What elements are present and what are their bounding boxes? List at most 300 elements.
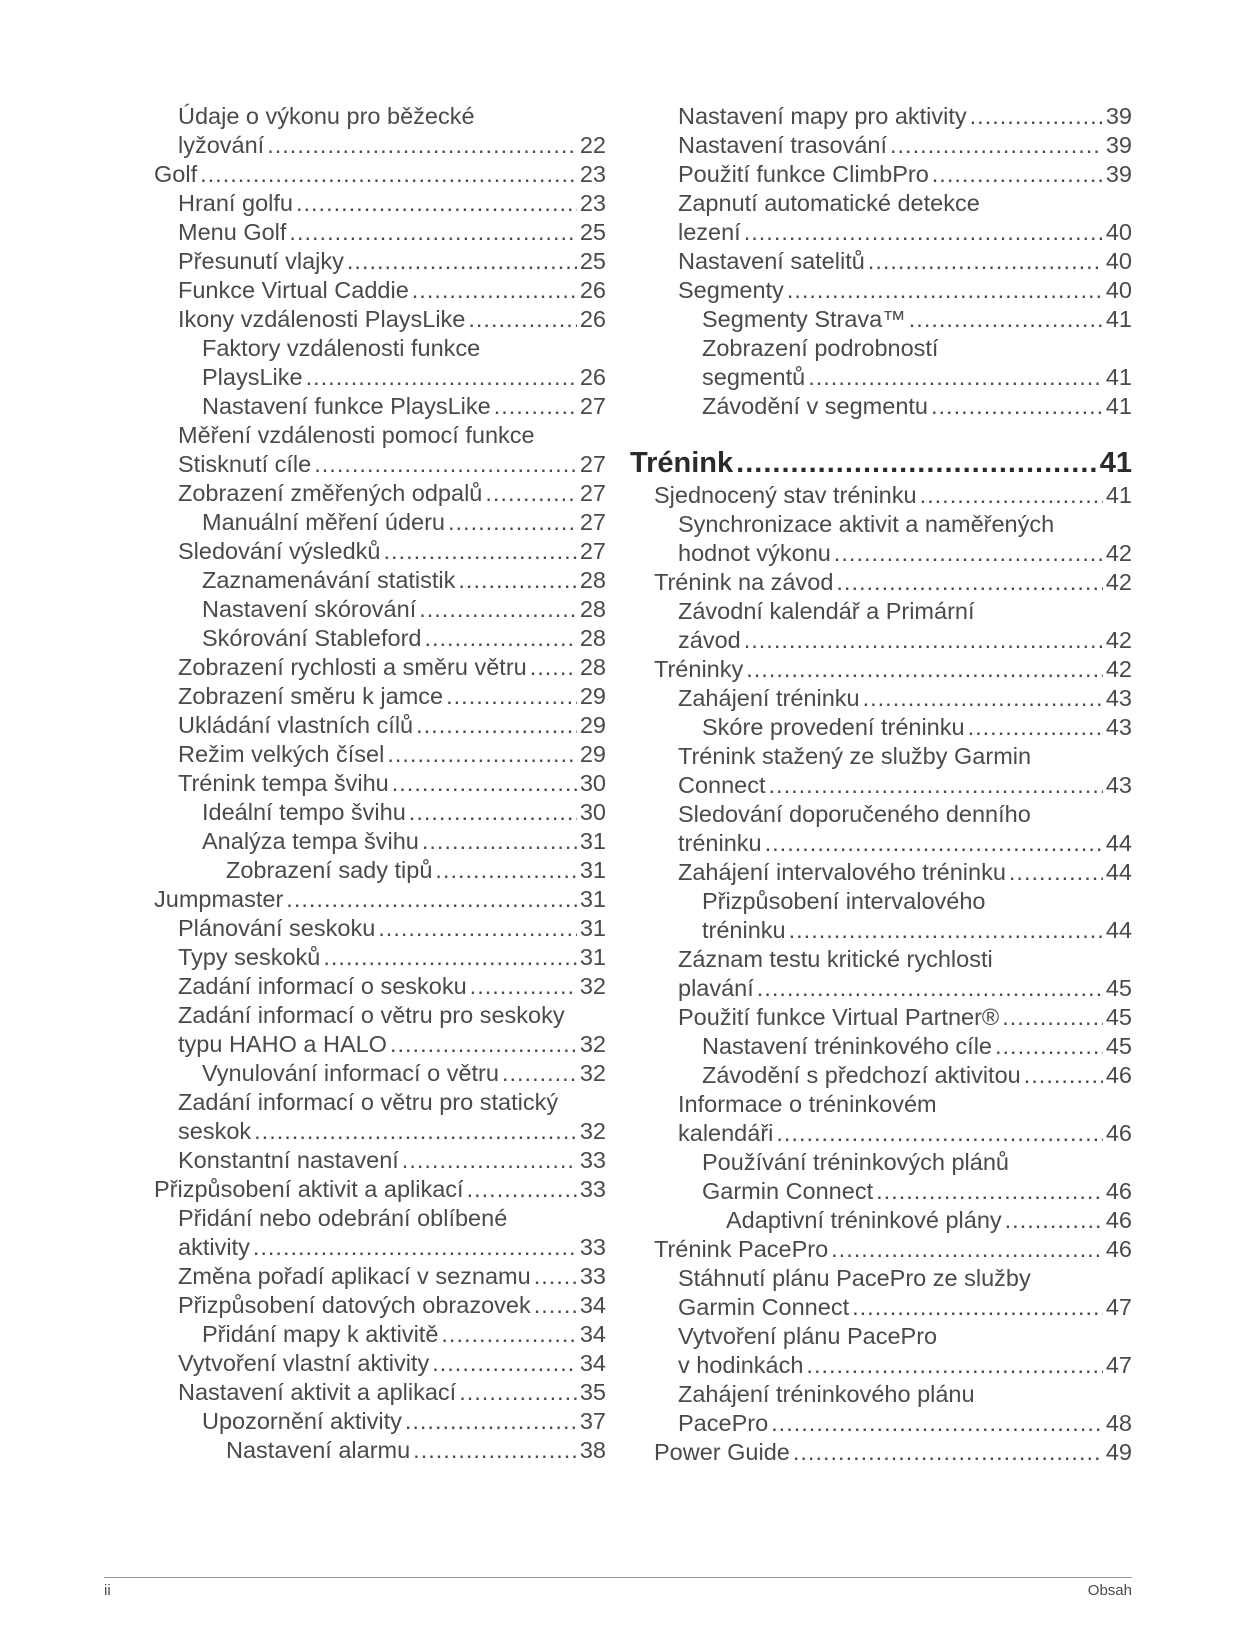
toc-entry[interactable]	[178, 1349, 606, 1378]
toc-entry[interactable]	[702, 887, 1132, 945]
toc-entry-title: plavání	[678, 975, 754, 1001]
toc-entry-title-line: Používání tréninkových plánů	[702, 1149, 1009, 1175]
toc-page-number: 31	[579, 944, 606, 970]
toc-dot-leader	[405, 1407, 577, 1436]
toc-page-number: 26	[579, 306, 606, 332]
toc-dot-leader	[1009, 858, 1103, 887]
toc-page-number: 37	[579, 1408, 606, 1434]
toc-entry[interactable]	[202, 566, 606, 595]
toc-entry[interactable]	[178, 711, 606, 740]
toc-entry[interactable]	[678, 1003, 1132, 1032]
toc-dot-leader	[863, 684, 1103, 713]
toc-page-number: 46	[1105, 1236, 1132, 1262]
toc-dot-leader	[441, 1320, 576, 1349]
toc-page-number: 45	[1105, 1004, 1132, 1030]
toc-entry-title-line: Stáhnutí plánu PacePro ze služby	[678, 1265, 1031, 1291]
toc-entry-title: Trénink PacePro	[654, 1236, 829, 1262]
toc-dot-leader	[1002, 1003, 1103, 1032]
toc-entry[interactable]	[178, 305, 606, 334]
toc-page-number: 45	[1105, 975, 1132, 1001]
toc-page-number: 31	[579, 828, 606, 854]
toc-page-number: 46	[1105, 1120, 1132, 1146]
toc-entry[interactable]	[654, 568, 1132, 597]
toc-dot-leader	[323, 943, 576, 972]
toc-entry-title: Manuální měření úderu	[202, 509, 445, 535]
toc-entry-title: Zobrazení změřených odpalů	[178, 480, 483, 506]
toc-entry[interactable]	[178, 769, 606, 798]
toc-entry[interactable]	[678, 102, 1132, 131]
toc-page-number: 40	[1105, 219, 1132, 245]
toc-page-number: 41	[1105, 306, 1132, 332]
toc-entry-title: Skórování Stableford	[202, 625, 422, 651]
toc-entry-title: Trénink tempa švihu	[178, 770, 389, 796]
toc-page-number: 33	[579, 1147, 606, 1173]
toc-page-number: 22	[579, 132, 606, 158]
toc-entry-title: Segmenty	[678, 277, 784, 303]
toc-page-number: 27	[579, 538, 606, 564]
toc-page-number: 31	[579, 886, 606, 912]
toc-page-number: 28	[579, 596, 606, 622]
toc-entry[interactable]	[202, 392, 606, 421]
toc-entry[interactable]	[178, 1378, 606, 1407]
toc-dot-leader	[459, 1378, 577, 1407]
toc-page-number: 23	[579, 161, 606, 187]
toc-page-number: 40	[1105, 248, 1132, 274]
toc-entry-title: aktivity	[178, 1234, 250, 1260]
toc-entry-title: hodnot výkonu	[678, 540, 831, 566]
toc-entry-title: Skóre provedení tréninku	[702, 714, 965, 740]
toc-entry-title-line: Faktory vzdálenosti funkce	[202, 335, 481, 361]
toc-entry-title: Plánování seskoku	[178, 915, 376, 941]
toc-page-number: 23	[579, 190, 606, 216]
toc-entry-title: lezení	[678, 219, 741, 245]
toc-entry[interactable]	[678, 945, 1132, 1003]
toc-page-number: 45	[1105, 1033, 1132, 1059]
toc-entry[interactable]	[178, 653, 606, 682]
toc-entry-title: Hraní golfu	[178, 190, 293, 216]
toc-dot-leader	[757, 974, 1103, 1003]
toc-dot-leader	[448, 508, 577, 537]
toc-entry[interactable]	[178, 247, 606, 276]
toc-page-number: 25	[579, 248, 606, 274]
toc-entry-title: Konstantní nastavení	[178, 1147, 399, 1173]
toc-page-number: 33	[579, 1176, 606, 1202]
toc-dot-leader	[296, 189, 577, 218]
toc-page-number: 27	[579, 480, 606, 506]
toc-page-number: 46	[1105, 1062, 1132, 1088]
toc-dot-leader	[485, 479, 576, 508]
footer-divider	[104, 1577, 1132, 1578]
toc-dot-leader	[787, 276, 1103, 305]
toc-page-number: 41	[1105, 482, 1132, 508]
toc-dot-leader	[806, 1351, 1102, 1380]
toc-entry[interactable]	[178, 102, 606, 160]
toc-entry-title: Zobrazení sady tipů	[226, 857, 433, 883]
toc-dot-leader	[392, 769, 577, 798]
toc-dot-leader	[413, 1436, 577, 1465]
toc-dot-leader	[769, 771, 1103, 800]
toc-dot-leader	[390, 1030, 577, 1059]
footer-section-title: Obsah	[1087, 1582, 1132, 1599]
toc-entry[interactable]	[178, 479, 606, 508]
toc-entry-title: Golf	[154, 161, 198, 187]
toc-entry-title: Použití funkce Virtual Partner®	[678, 1004, 1000, 1030]
toc-entry[interactable]	[178, 1262, 606, 1291]
toc-entry[interactable]	[654, 655, 1132, 684]
toc-right-column	[630, 102, 1132, 1467]
toc-page-number: 30	[579, 770, 606, 796]
toc-entry-title-line: Záznam testu kritické rychlosti	[678, 946, 993, 972]
toc-dot-leader	[920, 481, 1103, 510]
toc-dot-leader	[868, 247, 1103, 276]
toc-dot-leader	[876, 1177, 1103, 1206]
toc-dot-leader	[286, 885, 577, 914]
toc-entry-title: Ukládání vlastních cílů	[178, 712, 414, 738]
toc-entry-title: Závodění v segmentu	[702, 393, 928, 419]
toc-entry-title: Vytvoření vlastní aktivity	[178, 1350, 430, 1376]
toc-entry-title: kalendáři	[678, 1120, 774, 1146]
toc-entry[interactable]	[678, 1380, 1132, 1438]
toc-entry-title-line: Synchronizace aktivit a naměřených	[678, 511, 1055, 537]
toc-entry-title: Zaznamenávání statistik	[202, 567, 456, 593]
toc-dot-leader	[402, 1146, 577, 1175]
toc-page-number: 34	[579, 1350, 606, 1376]
toc-entry-title: Typy seskoků	[178, 944, 321, 970]
toc-page-number: 29	[579, 741, 606, 767]
toc-page-number: 46	[1105, 1178, 1132, 1204]
toc-dot-leader	[419, 595, 577, 624]
toc-page-number: 28	[579, 567, 606, 593]
toc-entry-title: PlaysLike	[202, 364, 303, 390]
toc-entry[interactable]	[178, 1204, 606, 1262]
toc-entry[interactable]	[154, 885, 606, 914]
toc-entry[interactable]	[178, 1146, 606, 1175]
toc-entry-title: Jumpmaster	[154, 886, 284, 912]
toc-page-number: 32	[579, 1118, 606, 1144]
toc-dot-leader	[808, 363, 1103, 392]
toc-entry[interactable]	[202, 508, 606, 537]
toc-page-number: 38	[579, 1437, 606, 1463]
toc-page-number: 34	[579, 1292, 606, 1318]
toc-entry[interactable]	[202, 624, 606, 653]
toc-page-number: 42	[1105, 540, 1132, 566]
toc-entry[interactable]	[678, 800, 1132, 858]
toc-dot-leader	[254, 1117, 577, 1146]
toc-entry[interactable]	[654, 1235, 1132, 1264]
toc-entry[interactable]	[202, 798, 606, 827]
toc-dot-leader	[387, 740, 577, 769]
toc-page-number: 26	[579, 364, 606, 390]
toc-entry[interactable]	[678, 742, 1132, 800]
toc-entry[interactable]	[678, 247, 1132, 276]
toc-entry-title: Nastavení alarmu	[226, 1437, 411, 1463]
toc-dot-leader	[409, 798, 577, 827]
toc-entry-title: Nastavení mapy pro aktivity	[678, 103, 967, 129]
toc-dot-leader	[502, 1059, 577, 1088]
toc-dot-leader	[970, 102, 1103, 131]
toc-page-number: 29	[579, 683, 606, 709]
toc-entry-title-line: Přidání nebo odebrání oblíbené	[178, 1205, 508, 1231]
toc-entry-title: Menu Golf	[178, 219, 287, 245]
toc-entry-title-line: Zahájení tréninkového plánu	[678, 1381, 975, 1407]
toc-entry[interactable]	[678, 858, 1132, 887]
toc-page-number: 48	[1105, 1410, 1132, 1436]
toc-dot-leader	[765, 829, 1103, 858]
toc-entry-title: typu HAHO a HALO	[178, 1031, 387, 1057]
toc-left-column	[154, 102, 606, 1465]
toc-page-number: 27	[579, 509, 606, 535]
toc-dot-leader	[771, 1409, 1103, 1438]
toc-dot-leader	[530, 653, 577, 682]
toc-entry[interactable]	[702, 1032, 1132, 1061]
toc-page-number: 39	[1105, 161, 1132, 187]
toc-entry[interactable]	[226, 856, 606, 885]
toc-page-number: 26	[579, 277, 606, 303]
toc-entry-title: Stisknutí cíle	[178, 451, 312, 477]
toc-entry-title: Režim velkých čísel	[178, 741, 385, 767]
toc-entry[interactable]	[154, 1175, 606, 1204]
toc-entry[interactable]	[702, 305, 1132, 334]
toc-dot-leader	[831, 1235, 1103, 1264]
toc-dot-leader	[968, 713, 1103, 742]
toc-entry-title: Sjednocený stav tréninku	[654, 482, 917, 508]
toc-dot-leader	[736, 445, 1097, 481]
toc-dot-leader	[416, 711, 577, 740]
toc-entry[interactable]	[726, 1206, 1132, 1235]
toc-dot-leader	[931, 392, 1103, 421]
toc-entry-title: Přesunutí vlajky	[178, 248, 344, 274]
toc-page-number: 30	[579, 799, 606, 825]
toc-entry-title: Závodění s předchozí aktivitou	[702, 1062, 1021, 1088]
toc-page-number: 39	[1105, 132, 1132, 158]
toc-dot-leader	[347, 247, 577, 276]
toc-entry-title: Nastavení tréninkového cíle	[702, 1033, 992, 1059]
toc-entry-title: Přizpůsobení datových obrazovek	[178, 1292, 531, 1318]
toc-entry[interactable]	[178, 682, 606, 711]
toc-entry-title: Zobrazení rychlosti a směru větru	[178, 654, 527, 680]
toc-entry[interactable]	[202, 595, 606, 624]
toc-entry-title-line: Vytvoření plánu PacePro	[678, 1323, 938, 1349]
toc-dot-leader	[306, 363, 577, 392]
toc-page-number: 32	[579, 973, 606, 999]
toc-page-number: 28	[579, 654, 606, 680]
toc-dot-leader	[422, 827, 577, 856]
toc-page-number: 44	[1105, 917, 1132, 943]
toc-dot-leader	[995, 1032, 1103, 1061]
toc-entry[interactable]	[678, 131, 1132, 160]
toc-page-number: 41	[1099, 447, 1132, 479]
toc-page-number: 43	[1105, 772, 1132, 798]
toc-entry-title: Ikony vzdálenosti PlaysLike	[178, 306, 466, 332]
toc-dot-leader	[776, 1119, 1102, 1148]
toc-page-number: 29	[579, 712, 606, 738]
toc-entry[interactable]	[178, 972, 606, 1001]
toc-entry[interactable]	[178, 537, 606, 566]
footer-page-number: ii	[104, 1582, 111, 1599]
toc-dot-leader	[470, 972, 577, 1001]
toc-dot-leader	[412, 276, 577, 305]
toc-dot-leader	[890, 131, 1103, 160]
toc-entry[interactable]	[202, 334, 606, 392]
toc-page-number: 42	[1105, 656, 1132, 682]
toc-dot-leader	[494, 392, 577, 421]
toc-page-number: 39	[1105, 103, 1132, 129]
toc-page-number: 32	[579, 1060, 606, 1086]
toc-entry[interactable]	[178, 914, 606, 943]
toc-entry[interactable]	[178, 943, 606, 972]
toc-entry-title-line: Přizpůsobení intervalového	[702, 888, 986, 914]
toc-entry[interactable]	[678, 189, 1132, 247]
toc-page-number: 33	[579, 1234, 606, 1260]
toc-entry[interactable]	[226, 1436, 606, 1465]
toc-entry-title: Garmin Connect	[678, 1294, 850, 1320]
toc-entry-title: Nastavení aktivit a aplikací	[178, 1379, 457, 1405]
toc-page-number: 49	[1105, 1439, 1132, 1465]
toc-page-number: 31	[579, 857, 606, 883]
toc-entry[interactable]	[178, 421, 606, 479]
toc-dot-leader	[424, 624, 576, 653]
toc-dot-leader	[467, 1175, 577, 1204]
toc-entry-title: Trénink	[630, 447, 734, 479]
toc-entry[interactable]	[678, 1090, 1132, 1148]
toc-entry-title: Přidání mapy k aktivitě	[202, 1321, 439, 1347]
toc-entry-title: Tréninky	[654, 656, 744, 682]
toc-page-number: 47	[1105, 1294, 1132, 1320]
toc-page-number: 35	[579, 1379, 606, 1405]
toc-entry[interactable]	[678, 276, 1132, 305]
toc-entry-title: Analýza tempa švihu	[202, 828, 419, 854]
toc-entry-title-line: Zobrazení podrobností	[702, 335, 939, 361]
toc-entry-title-line: Sledování doporučeného denního	[678, 801, 1031, 827]
toc-entry-title: Segmenty Strava™	[702, 306, 906, 332]
toc-dot-leader	[1024, 1061, 1103, 1090]
toc-entry-title: tréninku	[678, 830, 762, 856]
toc-entry[interactable]	[178, 189, 606, 218]
toc-entry[interactable]	[154, 160, 606, 189]
toc-dot-leader	[909, 305, 1103, 334]
toc-entry[interactable]	[702, 1148, 1132, 1206]
toc-entry-title: Nastavení trasování	[678, 132, 887, 158]
toc-entry-title-line: Měření vzdálenosti pomocí funkce	[178, 422, 535, 448]
toc-entry-title: PacePro	[678, 1410, 769, 1436]
toc-page-number: 40	[1105, 277, 1132, 303]
toc-dot-leader	[378, 914, 577, 943]
toc-entry[interactable]	[678, 597, 1132, 655]
toc-entry-title-line: Údaje o výkonu pro běžecké	[178, 103, 475, 129]
toc-entry[interactable]	[202, 1059, 606, 1088]
toc-entry[interactable]	[702, 1061, 1132, 1090]
toc-entry[interactable]	[178, 1001, 606, 1059]
toc-entry-title: Použití funkce ClimbPro	[678, 161, 929, 187]
toc-entry[interactable]	[202, 1407, 606, 1436]
toc-dot-leader	[432, 1349, 577, 1378]
toc-entry[interactable]	[178, 1291, 606, 1320]
toc-dot-leader	[852, 1293, 1103, 1322]
toc-dot-leader	[267, 131, 577, 160]
toc-page-number: 25	[579, 219, 606, 245]
toc-page-number: 42	[1105, 569, 1132, 595]
toc-entry-title: segmentů	[702, 364, 806, 390]
toc-dot-leader	[314, 450, 577, 479]
toc-entry-title: seskok	[178, 1118, 252, 1144]
toc-entry[interactable]	[678, 684, 1132, 713]
toc-dot-leader	[458, 566, 576, 595]
toc-entry-title-line: Trénink stažený ze služby Garmin	[678, 743, 1032, 769]
toc-dot-leader	[836, 568, 1102, 597]
toc-entry[interactable]	[702, 713, 1132, 742]
toc-page-number: 41	[1105, 393, 1132, 419]
toc-page-number: 33	[579, 1263, 606, 1289]
toc-dot-leader	[383, 537, 576, 566]
toc-entry-title: Zadání informací o seskoku	[178, 973, 467, 999]
toc-entry-title: závod	[678, 627, 741, 653]
toc-entry[interactable]	[202, 1320, 606, 1349]
toc-entry-title: Power Guide	[654, 1439, 790, 1465]
toc-dot-leader	[1005, 1206, 1103, 1235]
toc-dot-leader	[932, 160, 1103, 189]
toc-entry[interactable]	[178, 1088, 606, 1146]
toc-entry[interactable]	[678, 1322, 1132, 1380]
toc-page-number: 46	[1105, 1207, 1132, 1233]
toc-entry-title: Ideální tempo švihu	[202, 799, 406, 825]
toc-entry[interactable]	[178, 740, 606, 769]
toc-entry[interactable]	[202, 827, 606, 856]
toc-page-number: 47	[1105, 1352, 1132, 1378]
toc-entry[interactable]	[678, 510, 1132, 568]
toc-entry-title-line: Závodní kalendář a Primární	[678, 598, 975, 624]
toc-entry-title: Zahájení tréninku	[678, 685, 860, 711]
toc-entry[interactable]	[702, 392, 1132, 421]
toc-entry-title-line: Zapnutí automatické detekce	[678, 190, 980, 216]
toc-entry[interactable]	[678, 160, 1132, 189]
toc-entry-title: Funkce Virtual Caddie	[178, 277, 409, 303]
toc-entry-title: Přizpůsobení aktivit a aplikací	[154, 1176, 464, 1202]
toc-page-number: 32	[579, 1031, 606, 1057]
toc-dot-leader	[468, 305, 576, 334]
toc-entry[interactable]	[678, 1264, 1132, 1322]
toc-section-heading[interactable]	[630, 445, 1132, 481]
toc-entry-title-line: Zadání informací o větru pro seskoky	[178, 1002, 565, 1028]
toc-dot-leader	[534, 1262, 577, 1291]
toc-dot-leader	[744, 626, 1103, 655]
toc-entry[interactable]	[178, 276, 606, 305]
toc-entry-title: tréninku	[702, 917, 786, 943]
toc-dot-leader	[744, 218, 1103, 247]
toc-page-number: 42	[1105, 627, 1132, 653]
toc-page-number: 27	[579, 393, 606, 419]
toc-entry-title: v hodinkách	[678, 1352, 804, 1378]
toc-page-number: 43	[1105, 685, 1132, 711]
toc-dot-leader	[834, 539, 1103, 568]
toc-page-number: 27	[579, 451, 606, 477]
toc-entry-title: Adaptivní tréninkové plány	[726, 1207, 1002, 1233]
toc-entry-title: Změna pořadí aplikací v seznamu	[178, 1263, 531, 1289]
toc-entry-title: Trénink na závod	[654, 569, 834, 595]
toc-dot-leader	[789, 916, 1103, 945]
toc-dot-leader	[289, 218, 576, 247]
toc-dot-leader	[793, 1438, 1103, 1467]
toc-entry[interactable]	[702, 334, 1132, 392]
toc-entry[interactable]	[178, 218, 606, 247]
toc-entry-title: Zobrazení směru k jamce	[178, 683, 444, 709]
toc-page-number: 43	[1105, 714, 1132, 740]
toc-entry-title: Garmin Connect	[702, 1178, 874, 1204]
toc-entry-title: Connect	[678, 772, 766, 798]
toc-page-number: 28	[579, 625, 606, 651]
toc-entry[interactable]	[654, 481, 1132, 510]
toc-dot-leader	[446, 682, 577, 711]
toc-entry[interactable]	[654, 1438, 1132, 1467]
